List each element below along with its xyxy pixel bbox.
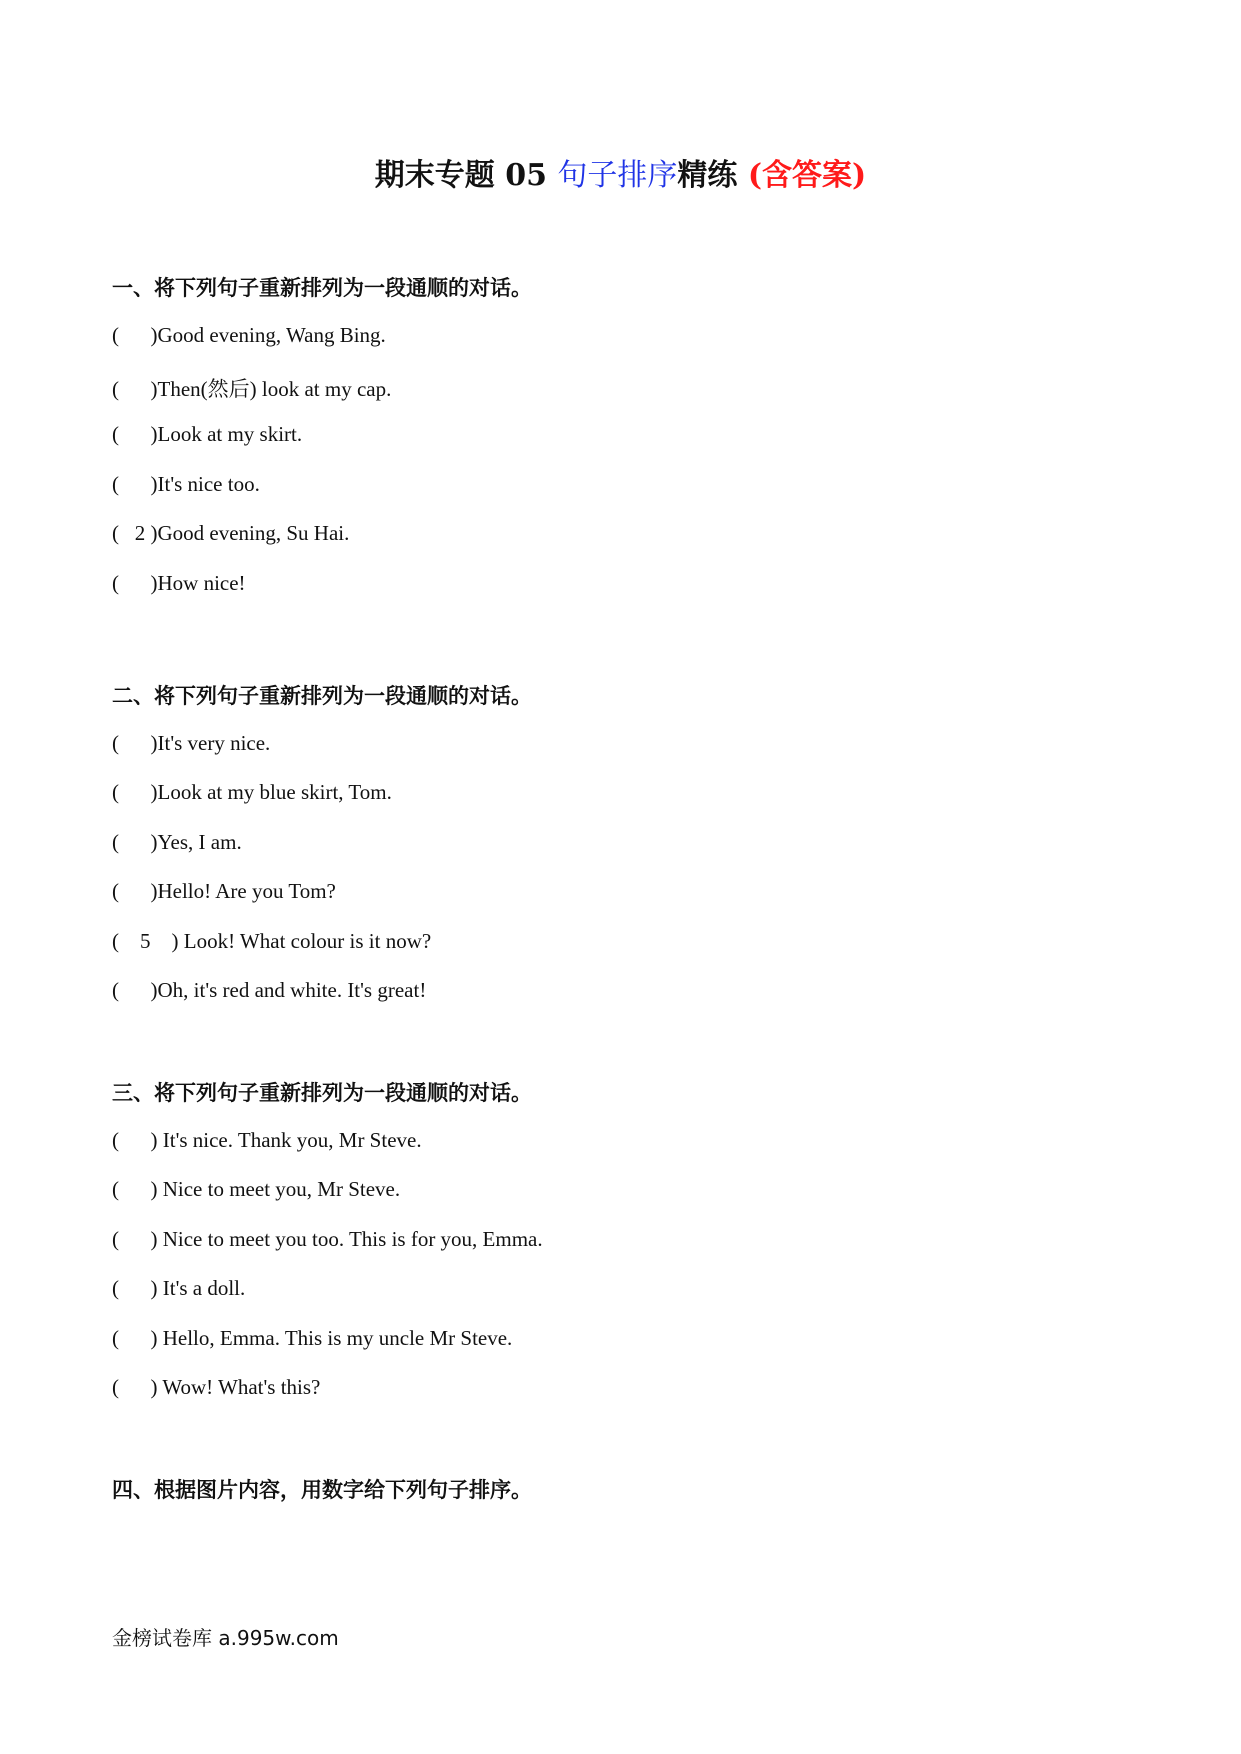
section-3-item-5: ( ) Hello, Emma. This is my uncle Mr Steve. [112, 1326, 513, 1350]
title-part-3: 精练 [677, 158, 738, 193]
section-2-item-5: ( 5 ) Look! What colour is it now? [112, 929, 432, 953]
section-4-heading: 四、根据图片内容，用数字给下列句子排序。 [112, 1478, 532, 1502]
section-1-item-4: ( )It's nice too. [112, 472, 260, 496]
section-2-item-1: ( )It's very nice. [112, 731, 271, 755]
section-3-item-4: ( ) It's a doll. [112, 1276, 246, 1300]
section-1-item-1: ( )Good evening, Wang Bing. [112, 323, 386, 347]
section-1-item-6: ( )How nice! [112, 571, 246, 595]
page-title [0, 150, 1241, 194]
section-3-item-6: ( ) Wow! What's this? [112, 1375, 321, 1399]
title-part-4: (含答案) [747, 158, 867, 193]
section-3-heading: 三、将下列句子重新排列为一段通顺的对话。 [112, 1081, 532, 1105]
section-3-item-1: ( ) It's nice. Thank you, Mr Steve. [112, 1128, 422, 1152]
section-1-item-3: ( )Look at my skirt. [112, 422, 303, 446]
section-1-item-5: ( 2 )Good evening, Su Hai. [112, 521, 350, 545]
title-part-1: 期末专题 05 [374, 158, 547, 193]
section-3-item-3: ( ) Nice to meet you too. This is for you, Emma. [112, 1227, 543, 1251]
footer-watermark: 金榜试卷库 a.995w.com [112, 1626, 339, 1650]
section-2-heading: 二、将下列句子重新排列为一段通顺的对话。 [112, 684, 532, 708]
section-1-item-2: ( )Then(然后) look at my cap. [112, 377, 392, 401]
section-2-item-2: ( )Look at my blue skirt, Tom. [112, 780, 392, 804]
section-2-item-6: ( )Oh, it's red and white. It's great! [112, 978, 427, 1002]
section-2-item-4: ( )Hello! Are you Tom? [112, 879, 336, 903]
section-3-item-2: ( ) Nice to meet you, Mr Steve. [112, 1177, 401, 1201]
title-part-2: 句子排序 [557, 158, 678, 193]
section-2-item-3: ( )Yes, I am. [112, 830, 242, 854]
section-1-heading: 一、将下列句子重新排列为一段通顺的对话。 [112, 276, 532, 300]
